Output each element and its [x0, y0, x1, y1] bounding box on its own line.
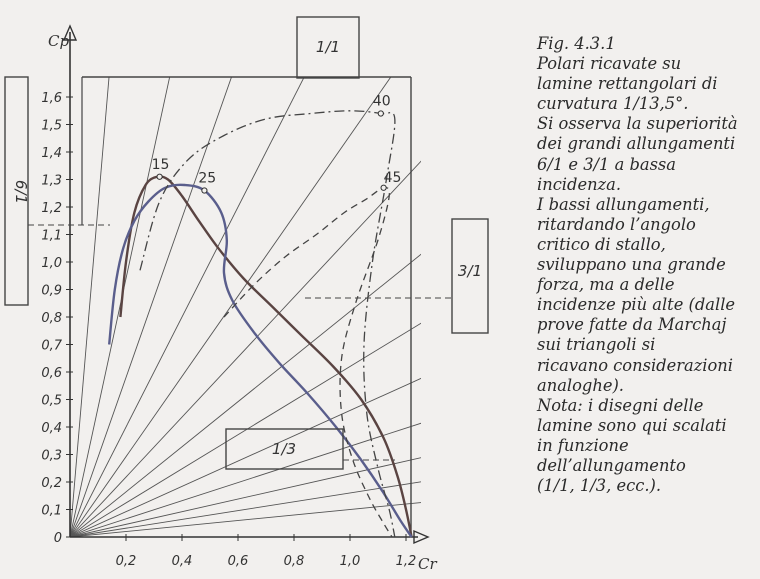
- box-3-1-label: 3/1: [457, 262, 483, 280]
- box-1-3-label: 1/3: [271, 440, 297, 458]
- caption-line: (1/1, 1/3, ecc.).: [537, 476, 662, 496]
- y-tick-label: 0,4: [41, 421, 62, 436]
- caption-line: ritardando l’angolo: [537, 214, 696, 234]
- incidence-ray: [70, 249, 530, 537]
- caption-line: forza, ma a delle: [537, 275, 675, 295]
- y-tick-label: 1,2: [41, 201, 62, 216]
- incidence-ray: [70, 98, 530, 537]
- caption-line: curvatura 1/13,5°.: [537, 94, 689, 114]
- y-tick-label: 0,5: [41, 393, 62, 409]
- x-tick-label: 0,4: [171, 554, 193, 569]
- y-tick-label: 1,6: [41, 91, 62, 106]
- box-1-1-label: 1/1: [315, 38, 341, 56]
- caption-line: in funzione: [537, 435, 629, 455]
- x-tick-label: 1,2: [395, 554, 417, 569]
- series-layer: [109, 111, 411, 537]
- angle-marker: [157, 174, 162, 179]
- x-tick-label: 0,6: [227, 554, 249, 569]
- x-tick-label: 0,2: [115, 554, 137, 569]
- caption-line: Fig. 4.3.1: [537, 34, 616, 53]
- caption-line: 6/1 e 3/1 a bassa: [537, 154, 676, 174]
- y-tick-label: 0,9: [41, 283, 62, 299]
- y-tick-label: 1,1: [41, 228, 62, 244]
- angle-marker: [381, 185, 386, 190]
- y-tick-label: 0,2: [41, 476, 62, 491]
- box-1-1: [297, 17, 359, 78]
- x-tick-label: 0,8: [283, 554, 305, 569]
- x-tick-label: 1,0: [339, 554, 361, 569]
- caption-line: dell’allungamento: [537, 455, 686, 475]
- caption-line: lamine sono qui scalati: [537, 415, 727, 435]
- point-labels: [152, 94, 402, 194]
- figure-caption: [537, 34, 759, 496]
- caption-line: incidenze più alte (dalle: [537, 295, 736, 315]
- y-tick-label: 0,1: [41, 503, 62, 519]
- y-axis-label: Cp: [48, 32, 70, 50]
- series-line-3-1: [109, 185, 411, 537]
- box-3-1: [305, 219, 488, 333]
- incidence-ray: [70, 170, 530, 537]
- caption-line: analoghe).: [537, 375, 624, 395]
- caption-line: Polari ricavate su: [537, 54, 682, 74]
- incidence-ray: [70, 428, 530, 537]
- caption-line: sviluppano una grande: [537, 255, 726, 275]
- series-line-1-3: [224, 188, 392, 537]
- y-tick-label: 0: [53, 531, 62, 546]
- caption-line: sui triangoli si: [537, 335, 656, 355]
- y-tick-label: 0,8: [41, 311, 62, 326]
- caption-line: Nota: i disegni delle: [537, 395, 704, 415]
- box-6-1-label: 6/1: [12, 179, 30, 205]
- y-tick-label: 0,3: [41, 448, 62, 464]
- angle-marker: [202, 188, 207, 193]
- caption-line: incidenza.: [537, 174, 622, 194]
- angle-label: 45: [383, 169, 402, 186]
- incidence-ray: [70, 0, 218, 537]
- y-tick-label: 0,6: [41, 366, 62, 381]
- caption-line: critico di stallo,: [537, 234, 666, 254]
- angle-label: 25: [198, 170, 217, 187]
- caption-line: I bassi allungamenti,: [537, 194, 710, 214]
- incidence-ray: [70, 383, 530, 537]
- incidence-ray: [70, 25, 530, 537]
- y-tick-label: 1,3: [41, 173, 62, 189]
- caption-line: dei grandi allungamenti: [537, 134, 736, 154]
- incidence-ray: [70, 0, 302, 537]
- y-tick-label: 1,4: [41, 146, 62, 161]
- angle-label: 40: [372, 93, 391, 110]
- caption-line: lamine rettangolari di: [537, 74, 718, 94]
- y-tick-label: 1,5: [41, 118, 62, 134]
- incidence-ray: [70, 469, 530, 537]
- angle-label: 15: [151, 156, 170, 173]
- caption-line: Si osserva la superiorità: [537, 114, 738, 134]
- y-tick-label: 0,7: [41, 338, 62, 354]
- x-axis-label: Cr: [418, 555, 437, 573]
- angle-marker: [378, 111, 383, 116]
- caption-line: prove fatte da Marchaj: [537, 315, 727, 335]
- incidence-ray: [70, 0, 129, 537]
- series-line-6-1: [120, 176, 411, 537]
- y-tick-label: 1,0: [41, 256, 62, 271]
- caption-line: ricavano considerazioni: [537, 355, 733, 375]
